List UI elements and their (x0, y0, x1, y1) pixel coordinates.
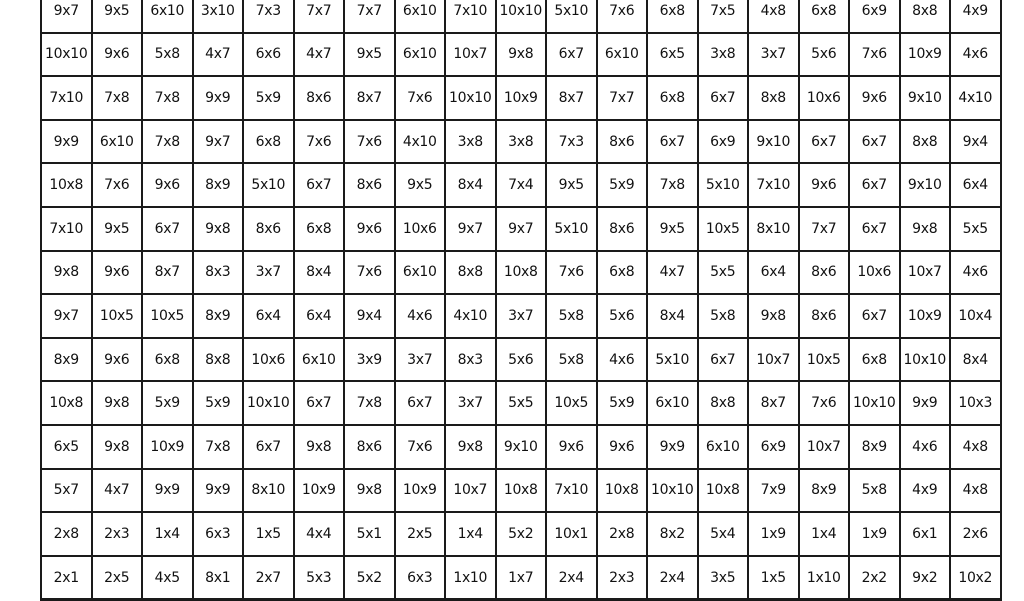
grid-cell: 9x7 (445, 207, 496, 251)
grid-cell: 9x8 (748, 294, 799, 338)
grid-cell: 4x8 (748, 0, 799, 33)
grid-cell: 4x5 (142, 556, 193, 600)
grid-row (41, 207, 1001, 251)
grid-cell: 4x6 (395, 294, 446, 338)
grid-cell: 10x8 (597, 469, 648, 513)
grid-cell: 8x4 (647, 294, 698, 338)
grid-cell: 6x9 (748, 425, 799, 469)
grid-cell: 8x8 (748, 76, 799, 120)
grid-row (41, 163, 1001, 207)
grid-cell: 10x10 (445, 76, 496, 120)
grid-cell: 4x9 (900, 469, 951, 513)
grid-cell: 1x4 (799, 512, 850, 556)
grid-cell: 5x10 (546, 0, 597, 33)
grid-cell: 5x6 (799, 33, 850, 77)
grid-cell: 9x10 (748, 120, 799, 164)
grid-cell: 10x5 (546, 381, 597, 425)
grid-cell: 7x8 (193, 425, 244, 469)
grid-cell: 6x4 (950, 163, 1001, 207)
grid-cell: 8x7 (142, 251, 193, 295)
grid-cell: 4x8 (950, 469, 1001, 513)
grid-cell: 5x8 (546, 338, 597, 382)
grid-cell: 10x6 (395, 207, 446, 251)
grid-cell: 8x9 (849, 425, 900, 469)
grid-cell: 9x7 (41, 294, 92, 338)
grid-cell: 10x6 (849, 251, 900, 295)
grid-row (41, 425, 1001, 469)
grid-cell: 7x6 (849, 33, 900, 77)
grid-cell: 10x1 (546, 512, 597, 556)
grid-cell: 4x6 (950, 251, 1001, 295)
grid-cell: 5x10 (546, 207, 597, 251)
grid-cell: 4x10 (445, 294, 496, 338)
multiplication-grid (40, 0, 1002, 601)
grid-cell: 8x6 (243, 207, 294, 251)
grid-cell: 9x6 (142, 163, 193, 207)
grid-cell: 10x9 (294, 469, 345, 513)
grid-cell: 9x6 (546, 425, 597, 469)
grid-cell: 4x4 (294, 512, 345, 556)
grid-cell: 7x7 (799, 207, 850, 251)
grid-cell: 9x9 (193, 76, 244, 120)
grid-cell: 5x1 (344, 512, 395, 556)
grid-cell: 7x6 (344, 120, 395, 164)
grid-cell: 5x6 (496, 338, 547, 382)
grid-cell: 6x7 (849, 294, 900, 338)
grid-cell: 3x7 (243, 251, 294, 295)
grid-cell: 5x9 (597, 381, 648, 425)
grid-cell: 8x6 (344, 425, 395, 469)
grid-cell: 2x3 (92, 512, 143, 556)
grid-cell: 4x7 (193, 33, 244, 77)
grid-cell: 5x8 (546, 294, 597, 338)
grid-cell: 10x10 (900, 338, 951, 382)
grid-cell: 6x10 (294, 338, 345, 382)
grid-cell: 10x7 (799, 425, 850, 469)
grid-cell: 6x7 (294, 163, 345, 207)
grid-body (41, 0, 1001, 600)
grid-cell: 6x10 (92, 120, 143, 164)
grid-cell: 9x8 (294, 425, 345, 469)
grid-cell: 4x6 (900, 425, 951, 469)
grid-cell: 6x1 (900, 512, 951, 556)
grid-cell: 7x10 (445, 0, 496, 33)
grid-cell: 8x8 (900, 0, 951, 33)
grid-cell: 9x6 (344, 207, 395, 251)
grid-cell: 10x9 (395, 469, 446, 513)
grid-cell: 10x7 (445, 33, 496, 77)
grid-cell: 2x8 (597, 512, 648, 556)
grid-cell: 6x5 (647, 33, 698, 77)
grid-cell: 7x7 (597, 76, 648, 120)
grid-row (41, 381, 1001, 425)
grid-cell: 7x7 (294, 0, 345, 33)
grid-cell: 5x10 (647, 338, 698, 382)
grid-cell: 7x8 (142, 120, 193, 164)
grid-cell: 10x8 (496, 469, 547, 513)
grid-cell: 9x6 (799, 163, 850, 207)
grid-cell: 9x8 (92, 425, 143, 469)
grid-cell: 9x6 (597, 425, 648, 469)
grid-cell: 5x9 (193, 381, 244, 425)
grid-cell: 4x8 (950, 425, 1001, 469)
grid-cell: 8x6 (597, 207, 648, 251)
grid-cell: 10x9 (900, 294, 951, 338)
grid-cell: 1x10 (799, 556, 850, 600)
grid-cell: 8x2 (647, 512, 698, 556)
grid-cell: 7x6 (92, 163, 143, 207)
grid-cell: 6x7 (849, 163, 900, 207)
grid-cell: 3x8 (445, 120, 496, 164)
grid-cell: 7x9 (748, 469, 799, 513)
grid-cell: 6x7 (698, 76, 749, 120)
grid-row (41, 76, 1001, 120)
grid-cell: 6x4 (243, 294, 294, 338)
grid-cell: 8x3 (445, 338, 496, 382)
grid-cell: 10x8 (496, 251, 547, 295)
grid-cell: 3x8 (698, 33, 749, 77)
grid-cell: 10x10 (496, 0, 547, 33)
grid-cell: 6x7 (395, 381, 446, 425)
grid-cell: 9x5 (92, 207, 143, 251)
grid-cell: 2x7 (243, 556, 294, 600)
grid-cell: 4x10 (950, 76, 1001, 120)
grid-cell: 6x7 (294, 381, 345, 425)
grid-cell: 8x10 (748, 207, 799, 251)
grid-cell: 8x7 (344, 76, 395, 120)
grid-row (41, 0, 1001, 33)
grid-cell: 4x9 (950, 0, 1001, 33)
grid-cell: 9x4 (950, 120, 1001, 164)
grid-cell: 2x4 (546, 556, 597, 600)
grid-cell: 6x9 (698, 120, 749, 164)
grid-cell: 6x7 (799, 120, 850, 164)
grid-cell: 9x7 (496, 207, 547, 251)
grid-cell: 8x6 (344, 163, 395, 207)
grid-cell: 5x10 (243, 163, 294, 207)
grid-cell: 10x7 (900, 251, 951, 295)
grid-cell: 5x5 (950, 207, 1001, 251)
grid-cell: 9x7 (41, 0, 92, 33)
grid-cell: 10x8 (698, 469, 749, 513)
grid-cell: 9x8 (445, 425, 496, 469)
grid-cell: 6x8 (597, 251, 648, 295)
grid-cell: 4x7 (294, 33, 345, 77)
grid-cell: 9x7 (193, 120, 244, 164)
grid-cell: 9x10 (900, 163, 951, 207)
grid-cell: 6x8 (294, 207, 345, 251)
grid-cell: 7x3 (546, 120, 597, 164)
grid-cell: 8x4 (445, 163, 496, 207)
grid-cell: 10x5 (142, 294, 193, 338)
grid-cell: 9x4 (344, 294, 395, 338)
grid-cell: 6x7 (142, 207, 193, 251)
grid-cell: 8x6 (597, 120, 648, 164)
grid-cell: 6x4 (748, 251, 799, 295)
grid-row (41, 33, 1001, 77)
grid-cell: 10x7 (445, 469, 496, 513)
grid-cell: 10x10 (849, 381, 900, 425)
grid-cell: 6x10 (647, 381, 698, 425)
grid-cell: 7x6 (294, 120, 345, 164)
grid-cell: 4x7 (92, 469, 143, 513)
grid-cell: 5x9 (597, 163, 648, 207)
grid-cell: 9x6 (92, 338, 143, 382)
grid-cell: 5x8 (142, 33, 193, 77)
grid-cell: 9x10 (496, 425, 547, 469)
grid-cell: 9x9 (193, 469, 244, 513)
grid-cell: 5x9 (142, 381, 193, 425)
grid-cell: 1x9 (748, 512, 799, 556)
grid-cell: 5x3 (294, 556, 345, 600)
grid-cell: 8x7 (748, 381, 799, 425)
grid-cell: 3x7 (445, 381, 496, 425)
grid-cell: 10x4 (950, 294, 1001, 338)
grid-cell: 9x5 (92, 0, 143, 33)
grid-cell: 2x6 (950, 512, 1001, 556)
grid-cell: 6x8 (799, 0, 850, 33)
grid-cell: 3x7 (395, 338, 446, 382)
grid-cell: 6x7 (849, 207, 900, 251)
grid-cell: 7x4 (496, 163, 547, 207)
grid-cell: 1x4 (445, 512, 496, 556)
grid-cell: 3x10 (193, 0, 244, 33)
grid-cell: 7x5 (698, 0, 749, 33)
grid-cell: 6x9 (849, 0, 900, 33)
grid-cell: 9x9 (142, 469, 193, 513)
grid-cell: 1x5 (243, 512, 294, 556)
grid-cell: 6x10 (395, 251, 446, 295)
grid-cell: 5x6 (597, 294, 648, 338)
grid-cell: 7x6 (395, 76, 446, 120)
grid-cell: 7x6 (799, 381, 850, 425)
grid-cell: 8x1 (193, 556, 244, 600)
grid-cell: 8x3 (193, 251, 244, 295)
grid-cell: 3x5 (698, 556, 749, 600)
grid-row (41, 294, 1001, 338)
grid-cell: 4x6 (950, 33, 1001, 77)
grid-cell: 7x10 (41, 76, 92, 120)
grid-cell: 6x8 (142, 338, 193, 382)
grid-cell: 6x10 (698, 425, 749, 469)
grid-cell: 9x8 (193, 207, 244, 251)
grid-row (41, 469, 1001, 513)
grid-row (41, 556, 1001, 600)
grid-cell: 7x10 (748, 163, 799, 207)
grid-cell: 10x10 (41, 33, 92, 77)
grid-cell: 9x9 (900, 381, 951, 425)
grid-cell: 9x9 (647, 425, 698, 469)
grid-cell: 8x8 (445, 251, 496, 295)
grid-cell: 3x8 (496, 120, 547, 164)
grid-cell: 10x9 (496, 76, 547, 120)
grid-cell: 6x3 (395, 556, 446, 600)
grid-cell: 7x8 (142, 76, 193, 120)
grid-cell: 5x7 (41, 469, 92, 513)
grid-cell: 5x2 (344, 556, 395, 600)
grid-cell: 10x9 (900, 33, 951, 77)
grid-cell: 6x10 (597, 33, 648, 77)
grid-cell: 8x8 (193, 338, 244, 382)
grid-cell: 6x5 (41, 425, 92, 469)
grid-cell: 9x6 (92, 251, 143, 295)
grid-cell: 10x8 (41, 163, 92, 207)
grid-cell: 8x6 (294, 76, 345, 120)
grid-cell: 10x8 (41, 381, 92, 425)
grid-cell: 8x8 (698, 381, 749, 425)
grid-cell: 10x5 (698, 207, 749, 251)
grid-cell: 10x5 (799, 338, 850, 382)
grid-row (41, 251, 1001, 295)
grid-cell: 6x8 (243, 120, 294, 164)
grid-cell: 4x7 (647, 251, 698, 295)
grid-cell: 9x2 (900, 556, 951, 600)
grid-cell: 8x6 (799, 294, 850, 338)
grid-cell: 6x7 (698, 338, 749, 382)
grid-cell: 6x8 (849, 338, 900, 382)
grid-cell: 8x7 (546, 76, 597, 120)
grid-cell: 8x8 (900, 120, 951, 164)
grid-cell: 10x10 (647, 469, 698, 513)
grid-cell: 8x4 (294, 251, 345, 295)
grid-cell: 5x8 (849, 469, 900, 513)
grid-cell: 8x9 (41, 338, 92, 382)
grid-cell: 6x10 (142, 0, 193, 33)
grid-cell: 1x4 (142, 512, 193, 556)
grid-cell: 2x2 (849, 556, 900, 600)
grid-cell: 4x6 (597, 338, 648, 382)
grid-cell: 7x8 (344, 381, 395, 425)
grid-cell: 7x6 (546, 251, 597, 295)
grid-cell: 9x8 (496, 33, 547, 77)
grid-cell: 7x10 (41, 207, 92, 251)
grid-cell: 2x4 (647, 556, 698, 600)
grid-cell: 10x10 (243, 381, 294, 425)
grid-cell: 5x4 (698, 512, 749, 556)
grid-cell: 6x7 (243, 425, 294, 469)
grid-cell: 7x8 (92, 76, 143, 120)
grid-cell: 1x7 (496, 556, 547, 600)
grid-cell: 8x9 (193, 294, 244, 338)
grid-cell: 9x5 (344, 33, 395, 77)
grid-cell: 7x6 (597, 0, 648, 33)
grid-cell: 9x8 (344, 469, 395, 513)
grid-cell: 9x9 (41, 120, 92, 164)
grid-cell: 5x9 (243, 76, 294, 120)
grid-cell: 3x9 (344, 338, 395, 382)
grid-cell: 10x6 (243, 338, 294, 382)
grid-cell: 8x10 (243, 469, 294, 513)
grid-cell: 5x5 (496, 381, 547, 425)
grid-row (41, 512, 1001, 556)
grid-cell: 7x6 (344, 251, 395, 295)
grid-cell: 10x7 (748, 338, 799, 382)
grid-cell: 7x6 (395, 425, 446, 469)
grid-cell: 5x10 (698, 163, 749, 207)
grid-cell: 8x9 (193, 163, 244, 207)
grid-cell: 3x7 (748, 33, 799, 77)
grid-cell: 10x3 (950, 381, 1001, 425)
grid-cell: 9x6 (92, 33, 143, 77)
grid-cell: 6x7 (849, 120, 900, 164)
grid-cell: 4x10 (395, 120, 446, 164)
grid-cell: 6x7 (647, 120, 698, 164)
grid-cell: 10x6 (799, 76, 850, 120)
grid-cell: 2x3 (597, 556, 648, 600)
grid-cell: 8x4 (950, 338, 1001, 382)
grid-cell: 9x10 (900, 76, 951, 120)
grid-cell: 1x10 (445, 556, 496, 600)
grid-cell: 6x7 (546, 33, 597, 77)
grid-cell: 9x8 (92, 381, 143, 425)
grid-cell: 6x10 (395, 33, 446, 77)
grid-cell: 9x5 (395, 163, 446, 207)
grid-cell: 9x8 (41, 251, 92, 295)
grid-cell: 3x7 (496, 294, 547, 338)
grid-cell: 6x8 (647, 76, 698, 120)
grid-cell: 7x7 (344, 0, 395, 33)
grid-cell: 5x8 (698, 294, 749, 338)
grid-cell: 8x6 (799, 251, 850, 295)
grid-cell: 7x10 (546, 469, 597, 513)
grid-cell: 5x2 (496, 512, 547, 556)
grid-cell: 7x3 (243, 0, 294, 33)
grid-cell: 1x9 (849, 512, 900, 556)
grid-cell: 6x4 (294, 294, 345, 338)
grid-row (41, 338, 1001, 382)
grid-cell: 9x6 (849, 76, 900, 120)
grid-cell: 1x5 (748, 556, 799, 600)
grid-cell: 2x5 (395, 512, 446, 556)
grid-cell: 6x10 (395, 0, 446, 33)
grid-cell: 8x9 (799, 469, 850, 513)
grid-cell: 2x8 (41, 512, 92, 556)
grid-cell: 10x2 (950, 556, 1001, 600)
grid-cell: 2x1 (41, 556, 92, 600)
grid-cell: 10x5 (92, 294, 143, 338)
grid-cell: 6x3 (193, 512, 244, 556)
grid-cell: 6x8 (647, 0, 698, 33)
grid-cell: 9x5 (546, 163, 597, 207)
grid-cell: 7x8 (647, 163, 698, 207)
grid-row (41, 120, 1001, 164)
grid-cell: 9x8 (900, 207, 951, 251)
grid-cell: 5x5 (698, 251, 749, 295)
grid-cell: 10x9 (142, 425, 193, 469)
grid-cell: 6x6 (243, 33, 294, 77)
grid-cell: 9x5 (647, 207, 698, 251)
grid-cell: 2x5 (92, 556, 143, 600)
